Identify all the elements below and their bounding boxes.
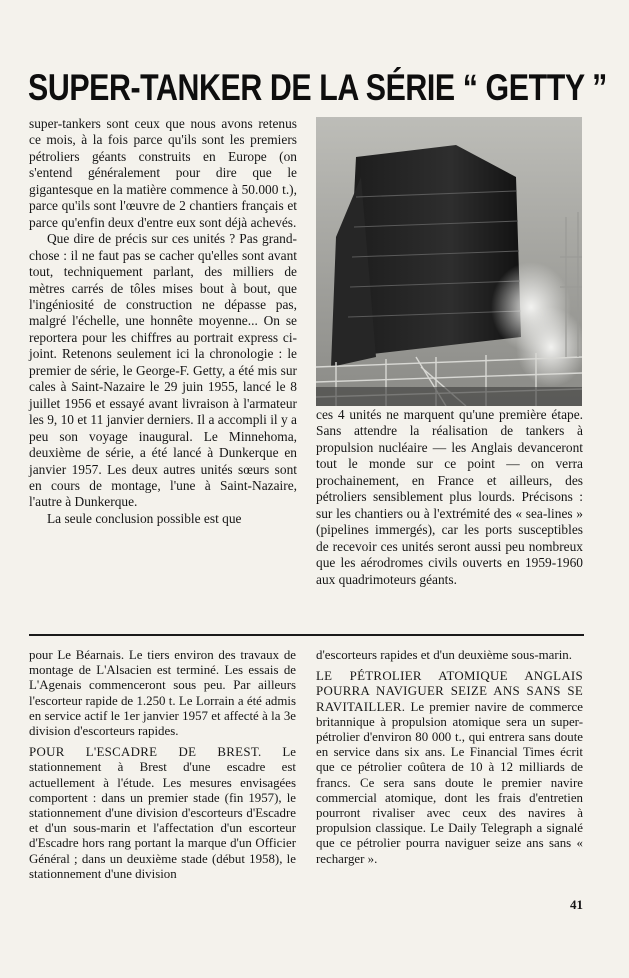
photo-illustration: [316, 117, 582, 406]
article-paragraph: super-tankers sont ceux que nous avons retenus ce mois, à la fois parce qu'ils sont les premiers pétroliers géants construits en Europe (on s'entend généralement pour dire que le gigantesque en la matière commence à 50.000 t.), parce qu'ils sont l'œuvre de 2 chantiers français et parce qu'enfin deux d'entre eux sont déjà achevés.: [29, 116, 297, 230]
article-paragraph: Que dire de précis sur ces unités ? Pas grand-chose : il ne faut pas se cacher qu'elles sont avant tout, techniquement parlant, des milliers de mètres carrés de tôles mises bout à bout, que l'ingéniosité de construction ne dépasse pas, malgré l'échelle, une honnête moyenne... On se reportera pour les chiffres au portrait express ci-joint. Retenons seulement ici la chronologie : le premier de série, le George-F. Getty, a été mis sur cales à Saint-Nazaire le 29 juin 1955, lancé le 8 juillet 1956 et essayé avant livraison à l'armateur les 9, 10 et 11 janvier derniers. Il a accompli il y a peu son voyage inaugural. Le Minnehoma, deuxième de série, a été lancé à Dunkerque en janvier 1957. Les deux autres unités sœurs sont en cours de montage, l'une à Saint-Nazaire, l'autre à Dunkerque.: [29, 231, 297, 510]
page-number: 41: [570, 897, 583, 912]
section-divider: [29, 634, 584, 636]
news-item-body: Le stationnement à Brest d'une escadre est actuellement à l'étude. Les mesures envisagées comportent : dans un premier stade (fin 1957), le stationnement d'une division d'escorteurs d'Escadre et d'un sous-marin et l'affectation d'un escorteur d'Escadre hors rang portant la marque d'un Officier Général ; dans un deuxième stade (début 1958), le stationnement d'une division: [29, 745, 296, 881]
news-column-left: [29, 648, 296, 882]
news-column-right: [316, 648, 583, 867]
news-item-body: Le premier navire de commerce britannique à propulsion atomique sera un super-pétrolier d'environ 80 000 t., qui entrera sans doute en service dans six ans. Le Financial Times écrit que ce pétrolier coûtera de 10 à 12 milliards de francs. Ce sera sans doute le premier navire commercial atomique, dont les frais d'entretien pourront rivaliser avec ceux des navires à propulsion classique. Le Daily Telegraph a signalé que ce pétrolier pourra naviguer seize ans sans « recharger ».: [316, 699, 583, 866]
tanker-construction-photo: [316, 117, 582, 406]
article-column-left: [29, 116, 297, 527]
news-item-escadre-brest: [29, 745, 296, 882]
news-item-petrolier-atomique: [316, 669, 583, 867]
news-paragraph: d'escorteurs rapides et d'un deuxième sous-marin.: [316, 648, 572, 662]
article-paragraph: ces 4 unités ne marquent qu'une première étape. Sans attendre la réalisation de tankers à propulsion nucléaire — les Anglais devanceront tout le monde sur ce point — on verra prochainement, en France et ailleurs, des pétroliers sensiblement plus lourds. Précisons : sur les chantiers ou à l'extrémité des « sea-lines » (pipelines immergés), car les ports susceptibles de recevoir ces unités seront aussi peu nombreux que les aérodromes civils ouverts en 1959-1960 aux quadrimoteurs géants.: [316, 407, 583, 587]
article-paragraph: La seule conclusion possible est que: [47, 510, 242, 526]
headline: SUPER-TANKER DE LA SÉRIE “ GETTY ”: [28, 67, 607, 108]
news-paragraph: pour Le Béarnais. Le tiers environ des travaux de montage de L'Alsacien est terminé. Les essais de L'Agenais commenceront sous peu. Par ailleurs l'escorteur rapide de 1.250 t. Le Lorrain a été admis en service actif le 1er janvier 1957 et affecté à la 3e division d'escorteurs rapides.: [29, 648, 296, 739]
article-column-right: [316, 407, 583, 588]
news-item-heading: POUR L'ESCADRE DE BREST.: [29, 745, 262, 760]
news-item-heading: LE PÉTROLIER ATOMIQUE ANGLAIS POURRA NAVIGUER SEIZE ANS SANS SE RAVITAILLER.: [316, 669, 583, 714]
